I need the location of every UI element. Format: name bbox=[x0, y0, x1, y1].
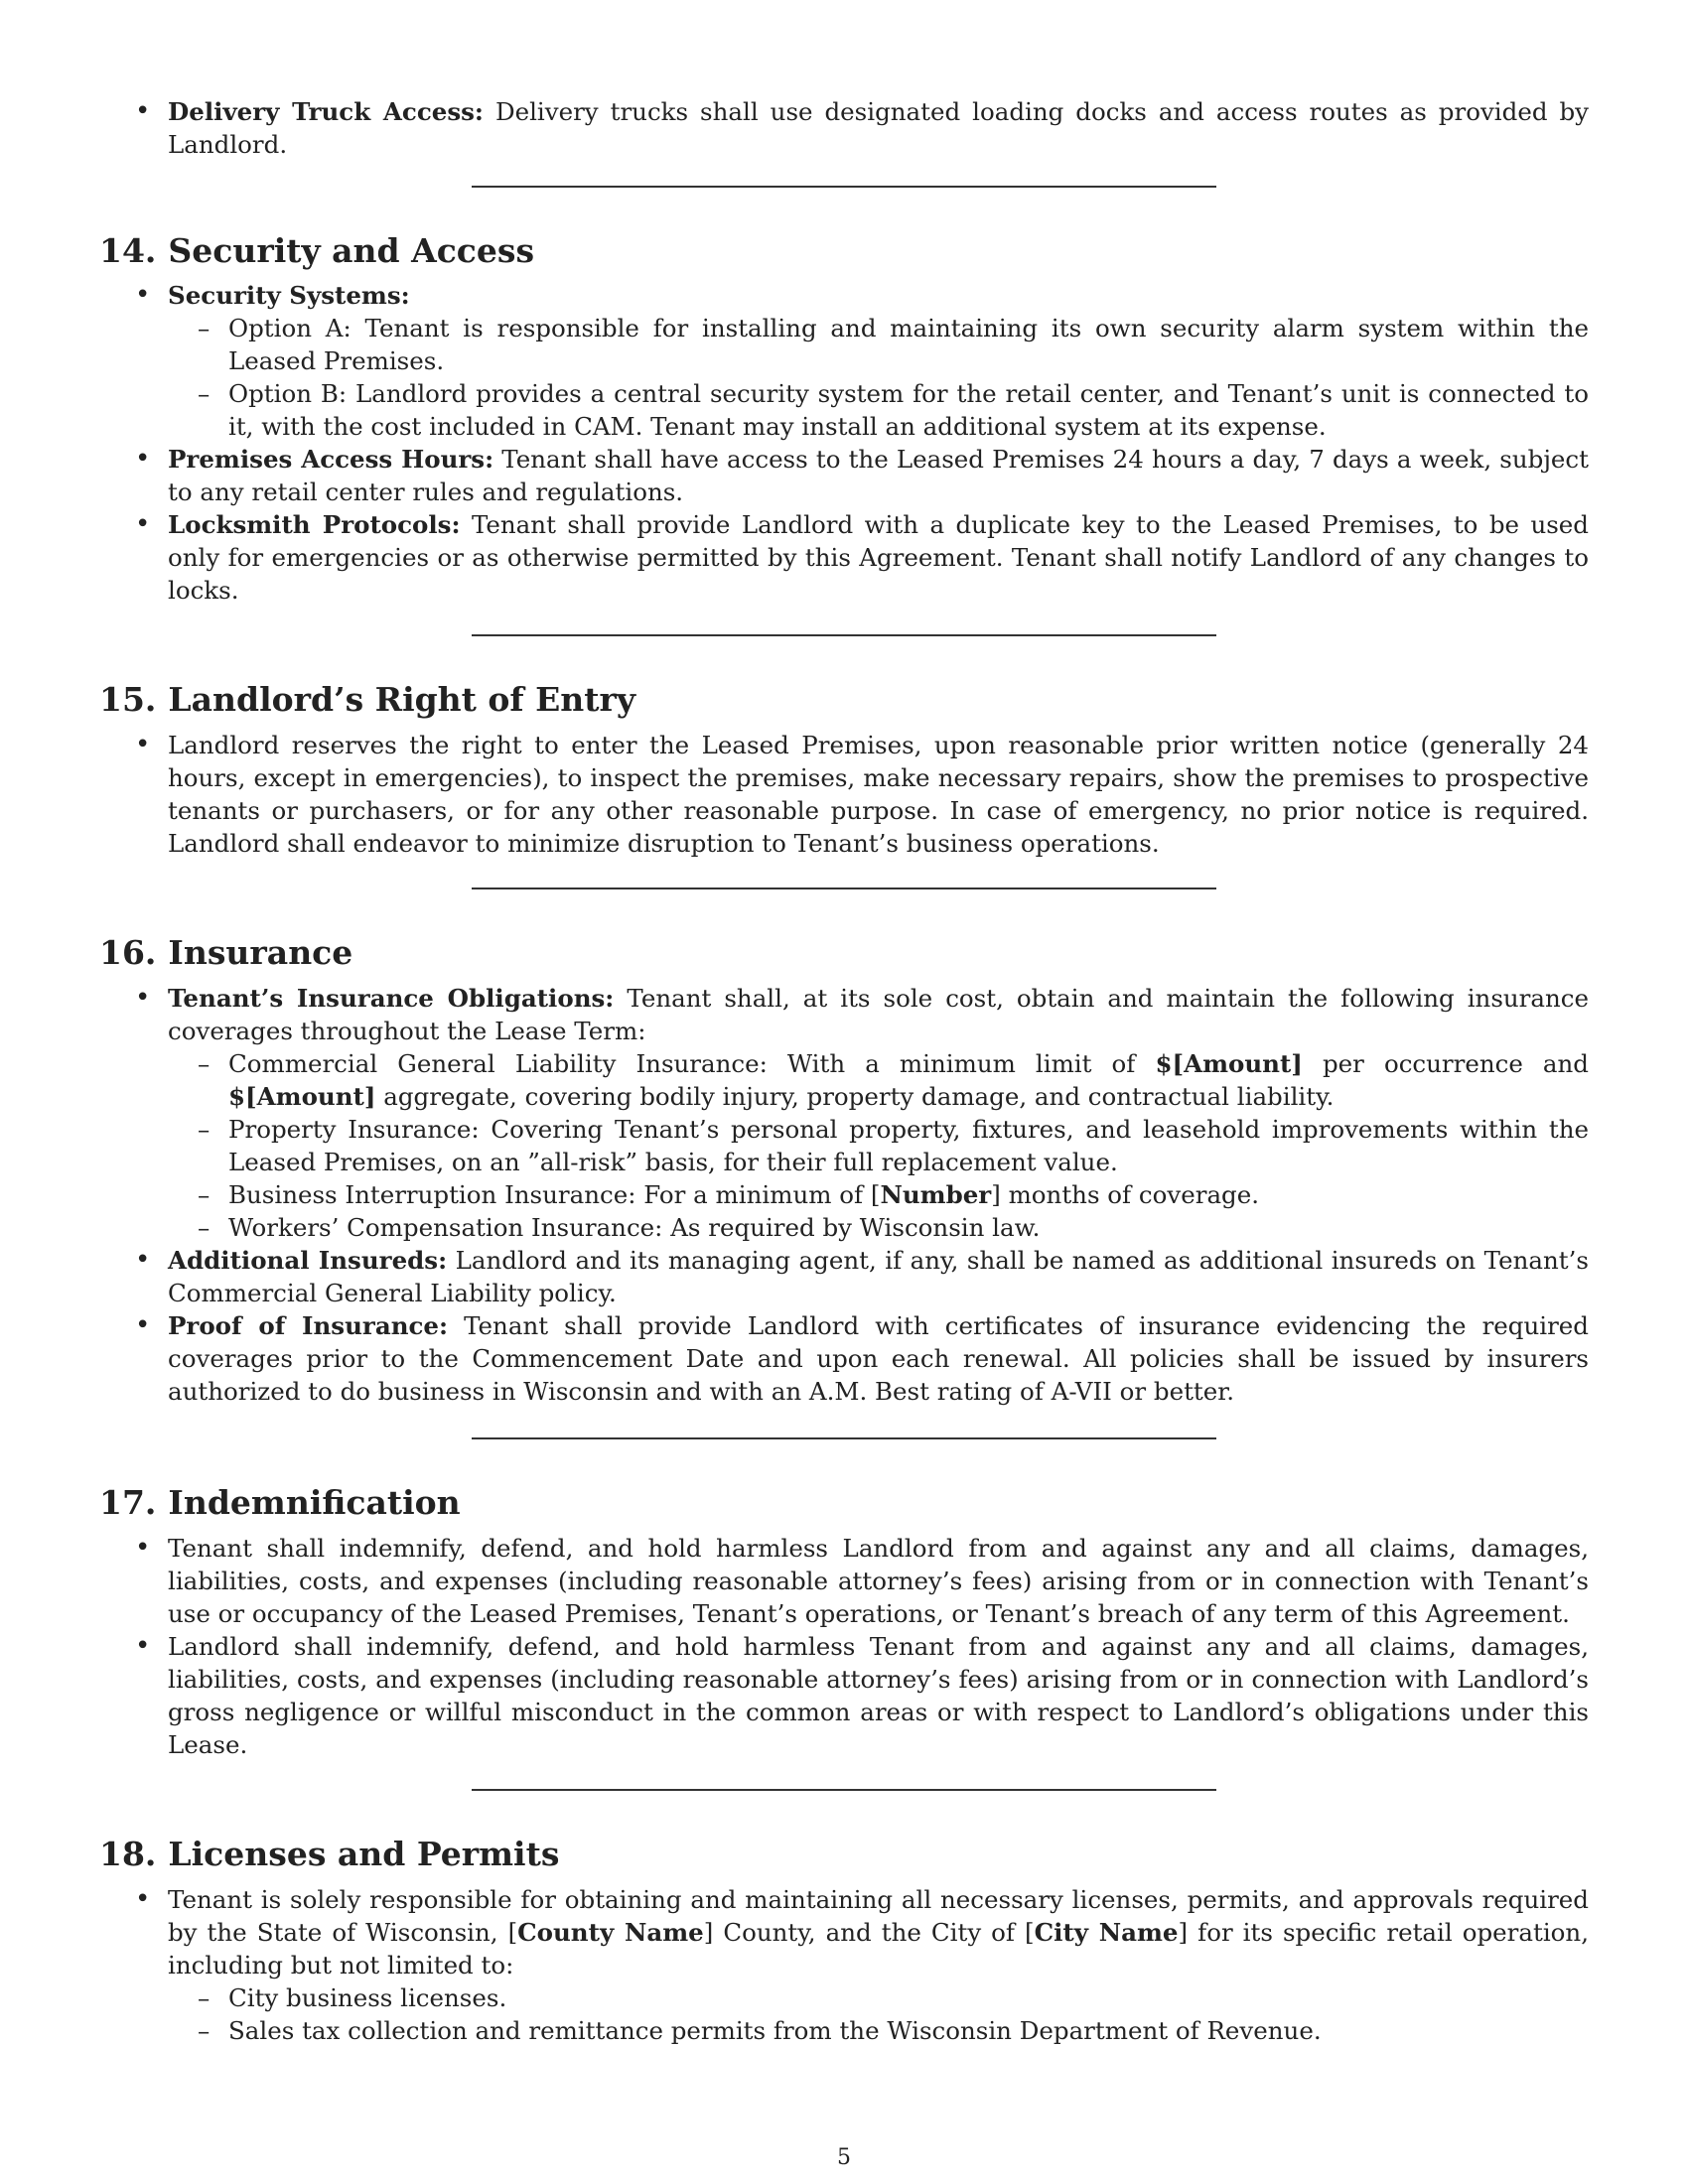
section-divider bbox=[472, 634, 1216, 636]
security-list bbox=[99, 279, 1589, 607]
amount-placeholder: $[Amount] bbox=[228, 1082, 376, 1111]
locksmith-item bbox=[99, 508, 1589, 607]
cgl-text: aggregate, covering bodily injury, property damage, and contractual liability. bbox=[375, 1082, 1335, 1111]
sales-tax-item: – Sales tax collection and remittance permits from the Wisconsin Department of Revenue. bbox=[168, 2014, 1589, 2047]
security-options bbox=[168, 312, 1589, 443]
section-divider bbox=[472, 186, 1216, 188]
section-heading-18 bbox=[99, 1835, 1589, 1874]
option-a: – Option A: Tenant is responsible for installing and maintaining its own security alarm system within the Leased Premises. bbox=[168, 312, 1589, 377]
licenses-list bbox=[99, 1883, 1589, 2047]
proof-of-insurance-item bbox=[99, 1309, 1589, 1408]
option-b: – Option B: Landlord provides a central security system for the retail center, and Tenant’s unit is connected to it, with the cost included in CAM. Tenant may install an additional system at its expense. bbox=[168, 377, 1589, 443]
section-title: Landlord’s Right of Entry bbox=[168, 680, 636, 719]
section-divider bbox=[472, 887, 1216, 889]
property-item: – Property Insurance: Covering Tenant’s personal property, fixtures, and leasehold improvements within the Leased Premises, on an ”all-risk” basis, for their full replacement value. bbox=[168, 1113, 1589, 1178]
proof-of-insurance-label: Proof of Insurance: bbox=[168, 1311, 449, 1340]
additional-insureds-label: Additional Insureds: bbox=[168, 1246, 448, 1275]
additional-insureds-text: Landlord and its managing agent, if any, shall be named as additional insureds on Tenant’s Commercial General Liability policy. bbox=[168, 1246, 1589, 1307]
section-number: 14. bbox=[99, 231, 157, 270]
section-title: Security and Access bbox=[168, 231, 535, 270]
delivery-list bbox=[99, 95, 1589, 161]
page-content bbox=[99, 95, 1589, 2047]
workers-comp-item: – Workers’ Compensation Insurance: As required by Wisconsin law. bbox=[168, 1211, 1589, 1244]
delivery-label: Delivery Truck Access: bbox=[168, 97, 484, 126]
licenses-subitems bbox=[168, 1981, 1589, 2047]
section-title: Indemnification bbox=[168, 1483, 461, 1522]
city-placeholder: City Name bbox=[1034, 1918, 1179, 1947]
section-heading-17 bbox=[99, 1483, 1589, 1523]
insurance-list bbox=[99, 982, 1589, 1408]
locksmith-text: Tenant shall provide Landlord with a duplicate key to the Leased Premises, to be used only for emergencies or as otherwise permitted by this Agreement. Tenant shall notify Landlord of any changes to locks. bbox=[168, 510, 1589, 605]
city-license-item: – City business licenses. bbox=[168, 1981, 1589, 2014]
insurance-obligations-text: Tenant shall, at its sole cost, obtain and maintain the following insurance coverages throughout the Lease Term: bbox=[168, 984, 1589, 1045]
insurance-coverages bbox=[168, 1047, 1589, 1244]
cgl-text: per occurrence and bbox=[1302, 1049, 1589, 1078]
additional-insureds-item bbox=[99, 1244, 1589, 1309]
security-systems-item bbox=[99, 279, 1589, 443]
insurance-obligations-label: Tenant’s Insurance Obligations: bbox=[168, 984, 615, 1013]
security-systems-label: Security Systems: bbox=[168, 281, 410, 310]
landlord-indemnity-item: • Landlord shall indemnify, defend, and hold harmless Tenant from and against any and all claims, damages, liabilities, costs, and expenses (including reasonable attorney’s fees) arising from or in connection with Landlord’s gross negligence or willful misconduct in the common areas or with respect to Landlord’s obligations under this Lease. bbox=[99, 1630, 1589, 1761]
amount-placeholder: $[Amount] bbox=[1155, 1049, 1303, 1078]
section-number: 17. bbox=[99, 1483, 157, 1522]
indemnification-list bbox=[99, 1532, 1589, 1761]
delivery-text: Delivery trucks shall use designated loading docks and access routes as provided by Landlord. bbox=[168, 97, 1589, 159]
number-placeholder: Number bbox=[880, 1180, 992, 1209]
section-divider bbox=[472, 1437, 1216, 1439]
page-number: 5 bbox=[837, 2145, 851, 2170]
tenant-indemnity-item: • Tenant shall indemnify, defend, and hold harmless Landlord from and against any and all claims, damages, liabilities, costs, and expenses (including reasonable attorney’s fees) arising from or in connection with Tenant’s use or occupancy of the Leased Premises, Tenant’s operations, or Tenant’s breach of any term of this Agreement. bbox=[99, 1532, 1589, 1630]
section-heading-14 bbox=[99, 231, 1589, 271]
entry-item: • Landlord reserves the right to enter the Leased Premises, upon reasonable prior written notice (generally 24 hours, except in emergencies), to inspect the premises, make necessary repairs, show the premises to prospective tenants or purchasers, or for any other reasonable purpose. In case of emergency, no prior notice is required. Landlord shall endeavor to minimize disruption to Tenant’s business operations. bbox=[99, 729, 1589, 860]
section-number: 16. bbox=[99, 933, 157, 972]
access-hours-label: Premises Access Hours: bbox=[168, 445, 494, 474]
licenses-text: ] County, and the City of [ bbox=[703, 1918, 1035, 1947]
proof-of-insurance-text: Tenant shall provide Landlord with certificates of insurance evidencing the required coverages prior to the Commencement Date and upon each renewal. All policies shall be issued by insurers authorized to do business in Wisconsin and with an A.M. Best rating of A-VII or better. bbox=[168, 1311, 1589, 1406]
licenses-text: Tenant is solely responsible for obtaining and maintaining all necessary licenses, permits, and approvals required by the State of Wisconsin, [ bbox=[168, 1885, 1589, 1947]
section-heading-15 bbox=[99, 680, 1589, 720]
section-number: 15. bbox=[99, 680, 157, 719]
section-title: Licenses and Permits bbox=[168, 1835, 560, 1873]
section-divider bbox=[472, 1789, 1216, 1791]
licenses-text: ] for its specific retail operation, including but not limited to: bbox=[168, 1918, 1589, 1979]
bi-text: Business Interruption Insurance: For a minimum of [ bbox=[228, 1180, 881, 1209]
insurance-obligations-item bbox=[99, 982, 1589, 1244]
bi-text: ] months of coverage. bbox=[991, 1180, 1260, 1209]
access-hours-item bbox=[99, 443, 1589, 508]
section-number: 18. bbox=[99, 1835, 157, 1873]
section-heading-16 bbox=[99, 933, 1589, 973]
entry-list bbox=[99, 729, 1589, 860]
cgl-item bbox=[168, 1047, 1589, 1113]
locksmith-label: Locksmith Protocols: bbox=[168, 510, 461, 539]
county-placeholder: County Name bbox=[517, 1918, 704, 1947]
licenses-item bbox=[99, 1883, 1589, 2047]
cgl-text: Commercial General Liability Insurance: With a minimum limit of bbox=[228, 1049, 1156, 1078]
business-interruption-item bbox=[168, 1178, 1589, 1211]
delivery-item bbox=[99, 95, 1589, 161]
section-title: Insurance bbox=[168, 933, 353, 972]
access-hours-text: Tenant shall have access to the Leased Premises 24 hours a day, 7 days a week, subject to any retail center rules and regulations. bbox=[168, 445, 1590, 506]
